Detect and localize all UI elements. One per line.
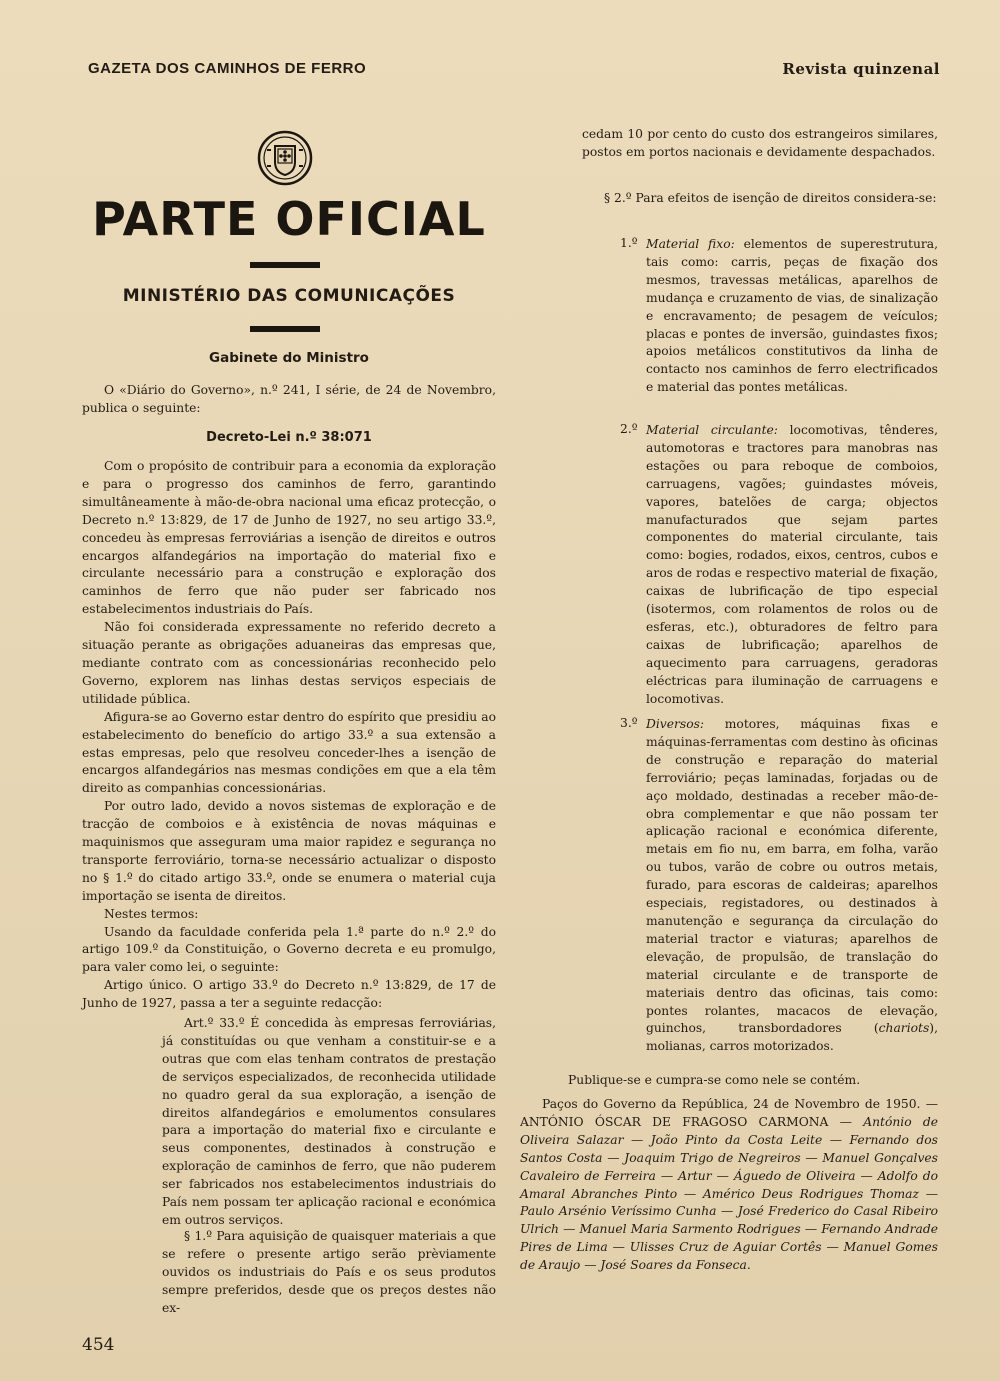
item-italic-term: chariots [878, 1021, 930, 1036]
quoted-article [162, 1015, 496, 1230]
ministry-heading: MINISTÉRIO DAS COMUNICAÇÕES [122, 286, 456, 306]
intro-paragraph: O «Diário do Governo», n.º 241, I série, de 24 de Novembro, publica o seguinte: [82, 383, 496, 415]
coat-of-arms-icon [257, 130, 313, 186]
item-body: elementos de superestrutura, tais como: carris, peças de fixação dos mesmos, travessas metálicas, aparelhos de mudança e cruzamento de vias, de sinalização e encravamento; de pesagem de veículos; placas e pontes de inversão, guindastes fixos; apoios metálicos constitutivos da linha de contacto nos caminhos de ferro electrificados e material das pontes metálicas. [646, 237, 938, 395]
ministry-rule [250, 326, 320, 332]
item-body: motores, máquinas fixas e máquinas-ferramentas com destino às oficinas de construção e reparação do material ferroviário; peças laminadas, forjadas ou de aço moldado, destinadas a receber mão-de-obra complementar e que não possam ter aplicação racional e económica diferente, metais em fio nu, em barra, em folha, varão ou tubos, varão de cobre ou outros metais, furado, para escoras de caldeiras; aparelhos especiais, registadores, ou destinados à manutenção e segurança da circulação do material tractor e viaturas; aparelhos de elevação, de propulsão, de translação do material circulante e de transporte de materiais dentro das oficinas, tais como: pontes rolantes, macacos de elevação, guinchos, transbordadores ( [646, 717, 938, 1036]
publish-text: Publique-se e cumpra-se como nele se contém. [568, 1073, 861, 1087]
continuation-text: cedam 10 por cento do custo dos estrangeiros similares, postos em portos nacionais e devidamente despachados. [582, 127, 938, 159]
title-rule [250, 262, 320, 268]
quoted-article-text: Art.º 33.º É concedida às empresas ferroviárias, já constituídas ou que venham a constituir-se e a outras que com elas tenham contratos de prestação de serviços especializados, de reconhecida utilidade no quadro geral da sua exploração, a isenção de direitos alfandegários e emolumentos consulares para a importação do material fixo e circulante e seus componentes, destinados à construção e exploração de caminhos de ferro, que não puderem ser fabricados nos estabelecimentos industriais do País nem possam ter aplicação racional e económica em outros serviços. [162, 1016, 496, 1227]
item-material-fixo [646, 236, 938, 397]
running-head-subtitle: Revista quinzenal [782, 60, 940, 78]
page-title: PARTE OFICIAL [92, 192, 486, 246]
body-paragraph: Usando da faculdade conferida pela 1.ª parte do n.º 2.º do artigo 109.º da Constituição, o Governo decreta e eu promulgo, para valer como lei, o seguinte: [82, 924, 496, 975]
left-body [82, 458, 496, 1013]
item-material-circulante [646, 422, 938, 709]
quoted-paragraph-1-text: § 1.º Para aquisição de quaisquer materiais a que se refere o presente artigo serão prèviamente ouvidos os industriais do País e os seus produtos sempre preferidos, desde que os preços destes não ex- [162, 1229, 496, 1315]
signature-lead: Paços do Governo da República, 24 de Novembro de 1950. — ANTÓNIO ÓSCAR DE FRAGOSO CARMONA [520, 1097, 938, 1129]
cabinet-heading: Gabinete do Ministro [209, 350, 369, 366]
signature-block [520, 1096, 938, 1275]
paragraph-2 [582, 190, 938, 208]
body-paragraph: Com o propósito de contribuir para a economia da exploração e para o progresso dos caminhos de ferro, garantindo simultâneamente à mão-de-obra nacional uma eficaz protecção, o Decreto n.º 13:829, de 17 de Junho de 1927, no seu artigo 33.º, concedeu às empresas ferroviárias a isenção de direitos e outros encargos alfandegários na importação do material fixo e circulante necessário para a construção e exploração dos caminhos de ferro que não puder ser fabricado nos estabelecimentos industriais do País. [82, 459, 496, 617]
item-label: Material circulante: [646, 423, 778, 437]
item-number: 3.º [620, 716, 638, 730]
item-label: Diversos: [646, 717, 705, 731]
body-paragraph: Afigura-se ao Governo estar dentro do espírito que presidiu ao estabelecimento do benefício do artigo 33.º a sua extensão a estas empresas, pelo que resolveu conceder-lhes a isenção de encargos alfandegários nas mesmas condições em que a ela têm direito as companhias concessionárias. [82, 709, 496, 796]
body-paragraph: Não foi considerada expressamente no referido decreto a situação perante as obrigações aduaneiras das empresas que, mediante contrato com as concessionárias reconhecido pelo Governo, explorem nas linhas destas serviços especiais de utilidade pública. [82, 620, 496, 706]
item-number: 2.º [620, 422, 638, 436]
publish-line [546, 1072, 938, 1090]
signature-names: — António de Oliveira Salazar — João Pinto da Costa Leite — Fernando dos Santos Costa — Joaquim Trigo de Negreiros — Manuel Gonçalves Cavaleiro de Ferreira — Artur — Águedo de Oliveira — Adolfo do Amaral Abranches Pinto — Américo Deus Rodrigues Thomaz — Paulo Arsénio Veríssimo Cunha — José Frederico do Casal Ribeiro Ulrich — Manuel Maria Sarmento Rodrigues — Fernando Andrade Pires de Lima — Ulisses Cruz de Aguiar Cortês — Manuel Gomes de Araujo — José Soares da Fonseca. [520, 1114, 938, 1273]
quoted-paragraph-1 [162, 1228, 496, 1318]
decree-title: Decreto-Lei n.º 38:071 [206, 430, 372, 445]
item-diversos [646, 716, 938, 1056]
body-paragraph: Por outro lado, devido a novos sistemas de exploração e de tracção de comboios e à existência de novas máquinas e maquinismos que asseguram uma maior rapidez e segurança no transporte ferroviário, torna-se necessário actualizar o disposto no § 1.º do citado artigo 33.º, onde se enumera o material cuja importação se isenta de direitos. [82, 799, 496, 903]
paragraph-2-text: § 2.º Para efeitos de isenção de direitos considera-se: [604, 191, 937, 205]
signature-text [520, 1096, 938, 1275]
item-tail: ), molianas, carros motorizados. [646, 1021, 938, 1054]
right-continuation [582, 126, 938, 162]
intro-block [82, 382, 496, 418]
page-number: 454 [82, 1335, 115, 1355]
body-paragraph: Artigo único. O artigo 33.º do Decreto n.º 13:829, de 17 de Junho de 1927, passa a ter a seguinte redacção: [82, 978, 496, 1011]
item-body: locomotivas, tênderes, automotoras e tractores para manobras nas estações ou para reboque de comboios, carruagens, vagões; guindastes móveis, vapores, batelões de carga; objectos manufacturados que sejam partes componentes do material circulante, tais como: bogies, rodados, eixos, centros, cubos e aros de rodas e respectivo material de fixação, caixas de lubrificação de tipo especial (isotermos, com rolamentos de rolos ou de esferas, etc.), obturadores de feltro para caixas de lubrificação; aparelhos de aquecimento para carruagens, geradoras eléctricas para iluminação de carruagens e locomotivas. [646, 423, 938, 706]
running-head-title: GAZETA DOS CAMINHOS DE FERRO [88, 60, 367, 77]
item-label: Material fixo: [646, 237, 735, 251]
item-number: 1.º [620, 236, 638, 250]
body-paragraph: Nestes termos: [104, 906, 199, 921]
